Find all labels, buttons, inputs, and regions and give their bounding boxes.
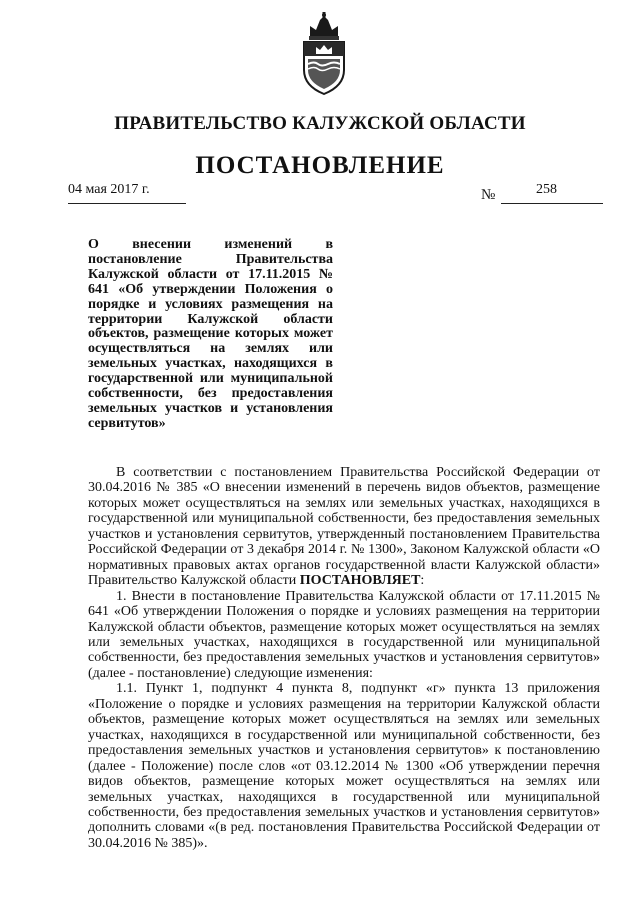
government-name: ПРАВИТЕЛЬСТВО КАЛУЖСКОЙ ОБЛАСТИ [114, 113, 526, 134]
date-value: 04 мая 2017 г. [68, 182, 150, 197]
document-body [88, 465, 600, 851]
preamble-paragraph [88, 465, 600, 589]
number-sign: № [481, 187, 496, 203]
document-date [68, 182, 186, 206]
number-underline [501, 203, 603, 204]
document-type-title: ПОСТАНОВЛЕНИЕ [195, 152, 445, 179]
number-value: 258 [536, 182, 557, 197]
item-1-paragraph: 1. Внести в постановление Правительства Калужской области от 17.11.2015 № 641 «Об утверждении Положения о порядке и условиях размещения на территории Калужской области объектов, размещение которых может осуществляться на землях или земельных участках, находящихся в государственной или муниципальной собственности, без предоставления земельных участков и установления сервитутов» (далее - постановление) следующие изменения: [88, 588, 600, 681]
document-subject: О внесении изменений в постановление Правительства Калужской области от 17.11.2015 № 641 «Об утверждении Положения о порядке и условиях размещения на территории Калужской области объектов, размещение которых может осуществляться на землях или земельных участках, находящихся в государственной или муниципальной собственности, без предоставления земельных участков и установления сервитутов» [88, 237, 333, 431]
preamble-text: В соответствии с постановлением Правительства Российской Федерации от 30.04.2016 № 385 «О внесении изменений в перечень видов объектов, размещение которых может осуществляться на землях или земельных участках, находящихся в государственной или муниципальной собственности, без предоставления земельных участков и установления сервитутов, утвержденный постановлением Правительства Российской Федерации от 3 декабря 2014 г. № 1300», Законом Калужской области «О нормативных правовых актах органов государственной власти Калужской области» Правительство Калужской области [88, 465, 600, 589]
item-1-1-paragraph: 1.1. Пункт 1, подпункт 4 пункта 8, подпункт «г» пункта 13 приложения «Положение о порядке и условиях размещения на территории Калужской области объектов, размещение которых может осуществляться на землях или земельных участках, находящихся в государственной или муниципальной собственности, без предоставления земельных участков и установления сервитутов» к постановлению (далее - Положение) после слов «от 03.12.2014 № 1300 «Об утверждении перечня видов объектов, размещение которых может осуществляться на землях или земельных участках, находящихся в государственной или муниципальной собственности, без предоставления земельных участков и установления сервитутов» дополнить словами «(в ред. постановления Правительства Российской Федерации от 30.04.2016 № 385)». [88, 681, 600, 851]
decree-word: ПОСТАНОВЛЯЕТ [299, 573, 421, 589]
document-number [481, 182, 603, 206]
date-underline [68, 203, 186, 204]
decree-colon: : [420, 573, 425, 589]
coat-of-arms-icon [296, 12, 352, 96]
